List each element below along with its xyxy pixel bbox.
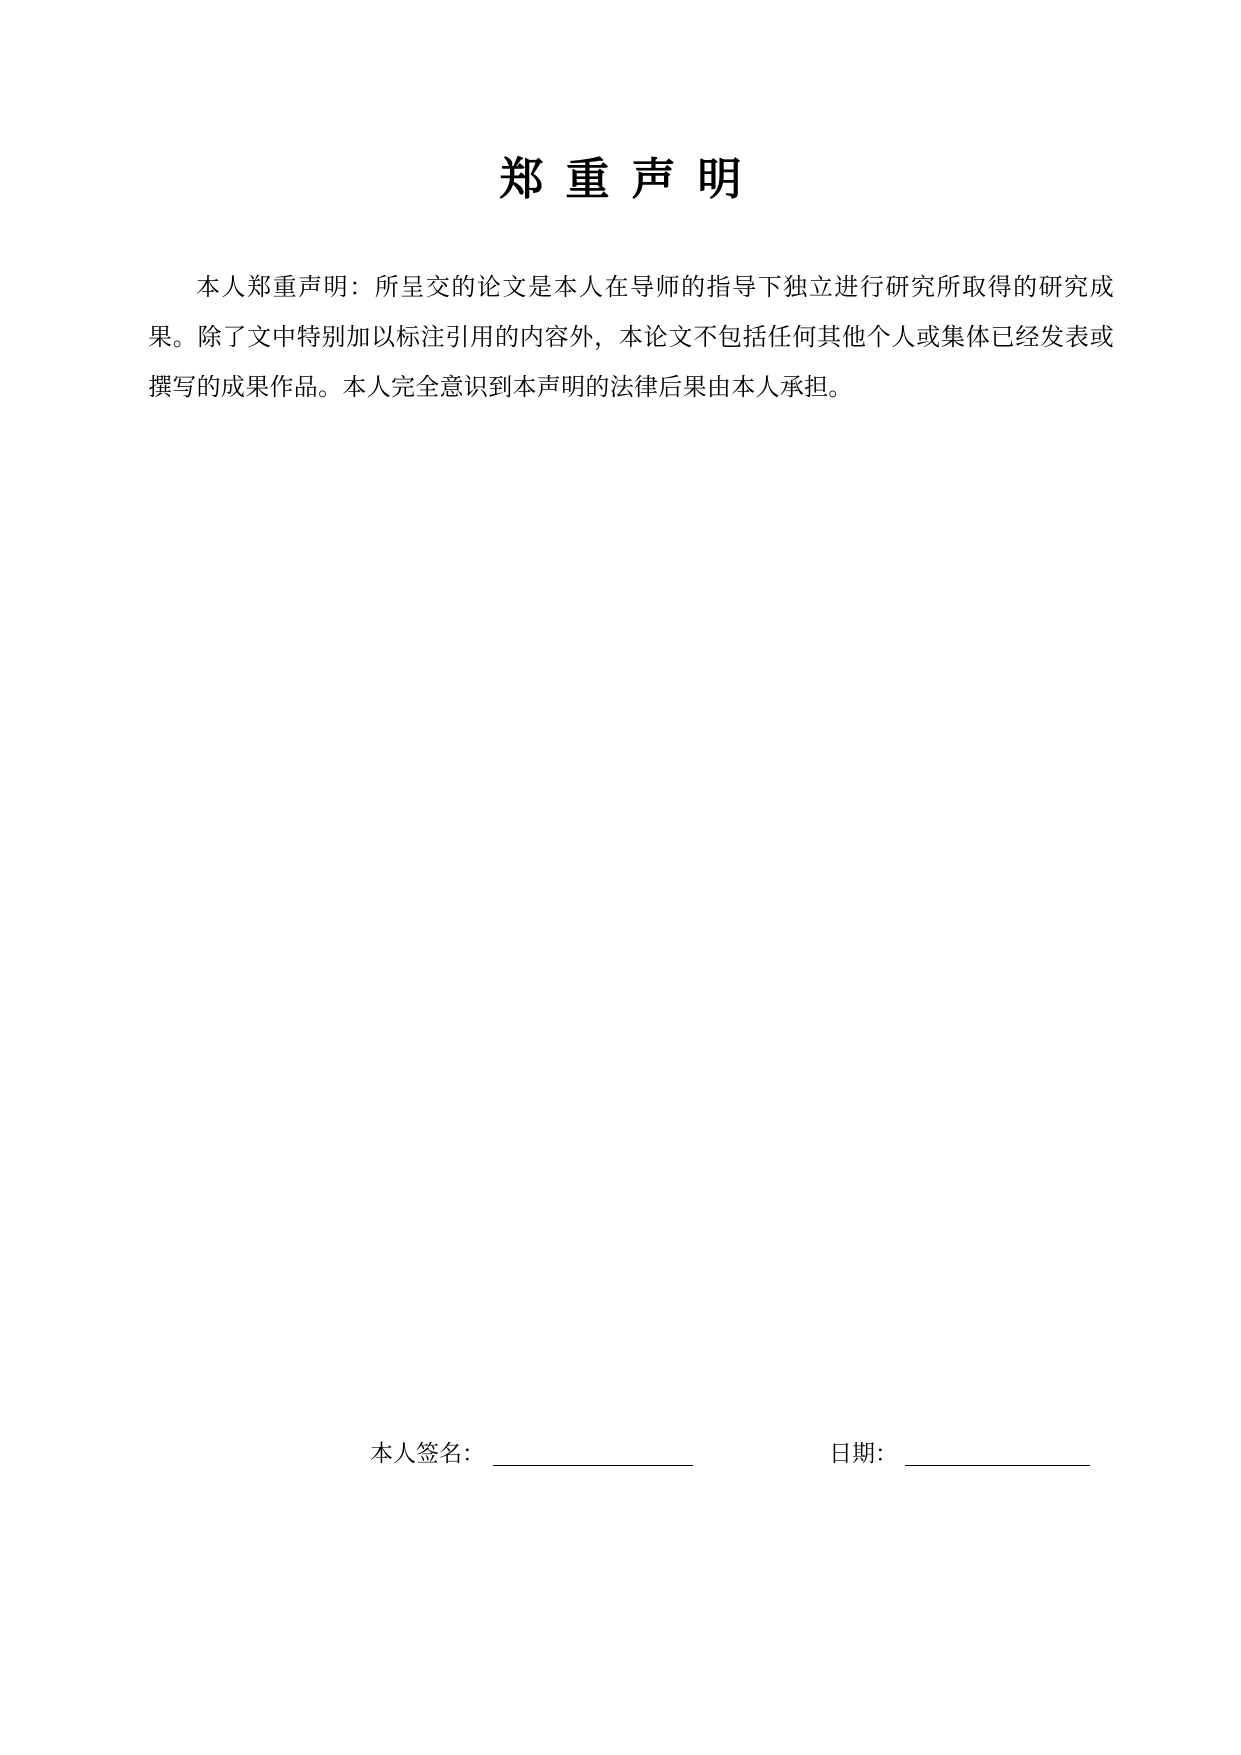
declaration-paragraph: 本人郑重声明：所呈交的论文是本人在导师的指导下独立进行研究所取得的研究成果。除了文中特别加以标注引用的内容外，本论文不包括任何其他个人或集体已经发表或撰写的成果作品。本人完全意识到本声明的法律后果由本人承担。 [148, 273, 1114, 401]
date-label: 日期： [829, 1441, 898, 1467]
page-title: 郑重声明 [499, 154, 764, 205]
signature-row [0, 1434, 1241, 1474]
signature-field[interactable] [493, 1465, 693, 1466]
date-field[interactable] [905, 1465, 1090, 1466]
signature-label: 本人签名： [370, 1441, 485, 1467]
